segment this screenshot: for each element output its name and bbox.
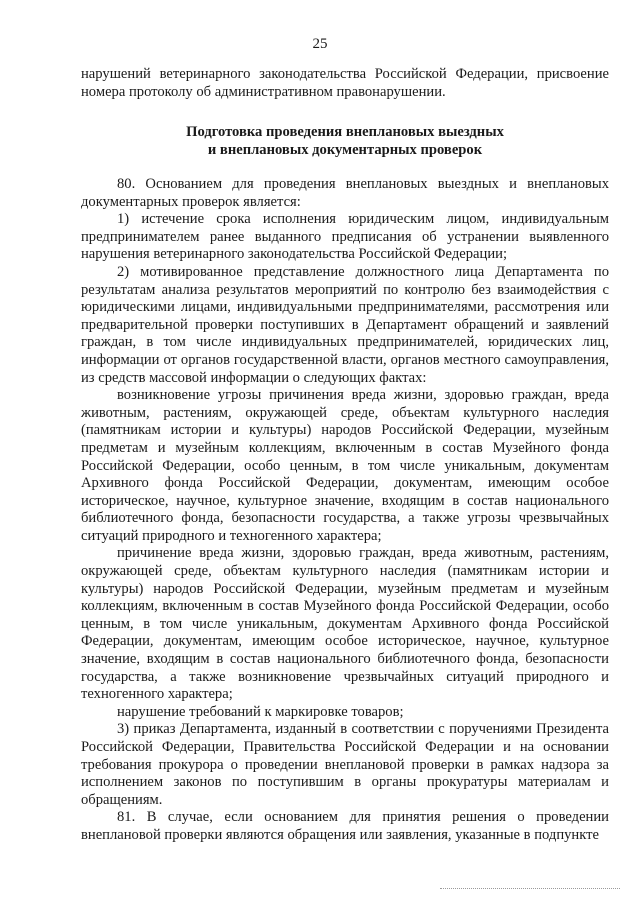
paragraph-threat: возникновение угрозы причинения вреда жизни, здоровью граждан, вреда животным, растениям, окружающей среде, объектам культурного наследия (памятникам истории и культуры) народов Российской Федерации, музейным предметам и музейным коллекциям, включенным в состав Музейного фонда Российской Федерации, особо ценным, в том числе уникальным, документам Архивного фонда Российской Федерации, документам, имеющим особое историческое, научное, культурное значение, входящим в состав национального библиотечного фонда, безопасности государства, а также угрозы чрезвычайных ситуаций природного и техногенного характера; bbox=[81, 387, 609, 544]
intro-continuation-block bbox=[81, 66, 609, 101]
paragraph-labeling: нарушение требований к маркировке товаров; bbox=[117, 703, 404, 720]
paragraph-80-item-2: 2) мотивированное представление должностного лица Департамента по результатам анализа результатов мероприятий по контролю без взаимодействия с юридическими лицами, индивидуальными предпринимателями, рассмотрения или предварительной проверки поступивших в Департамент обращений и заявлений граждан, в том числе индивидуальных предпринимателей, юридических лиц, информации от органов государственной власти, органов местного самоуправления, из средств массовой информации о следующих фактах: bbox=[81, 263, 609, 386]
page-number: 25 bbox=[312, 36, 328, 52]
body-text bbox=[81, 176, 609, 845]
paragraph-80-item-1: 1) истечение срока исполнения юридическим лицом, индивидуальным предпринимателем ранее выданного предписания об устранении выявленного нарушения ветеринарного законодательства Российской Федерации; bbox=[81, 211, 609, 263]
section-heading-line-1: Подготовка проведения внеплановых выездных bbox=[186, 124, 504, 140]
paragraph-80: 80. Основанием для проведения внеплановых выездных и внеплановых документарных проверок является: bbox=[81, 176, 609, 210]
section-heading-line-2: и внеплановых документарных проверок bbox=[207, 142, 483, 158]
footer-dotted-line bbox=[440, 888, 620, 889]
paragraph-harm: причинение вреда жизни, здоровью граждан, вреда животным, растениям, окружающей среде, объектам культурного наследия (памятникам истории и культуры) народов Российской Федерации, музейным предметам и музейным коллекциям, включенным в состав Музейного фонда Российской Федерации, особо ценным, в том числе уникальным, документам Архивного фонда Российской Федерации, документам, имеющим особое историческое, научное, культурное значение, входящим в состав национального библиотечного фонда, безопасности государства, а также возникновение чрезвычайных ситуаций природного и техногенного характера; bbox=[81, 545, 609, 703]
section-heading bbox=[81, 123, 609, 159]
intro-continuation-text: нарушений ветеринарного законодательства Российской Федерации, присвоение номера протоколу об административном правонарушении. bbox=[81, 66, 609, 100]
paragraph-80-item-3: 3) приказ Департамента, изданный в соответствии с поручениями Президента Российской Федерации, Правительства Российской Федерации и на основании требования прокурора о проведении внеплановой проверки в рамках надзора за исполнением законов по поступившим в органы прокуратуры материалам и обращениям. bbox=[81, 721, 609, 808]
paragraph-81: 81. В случае, если основанием для принятия решения о проведении внеплановой проверки являются обращения или заявления, указанные в подпункте bbox=[81, 809, 609, 843]
